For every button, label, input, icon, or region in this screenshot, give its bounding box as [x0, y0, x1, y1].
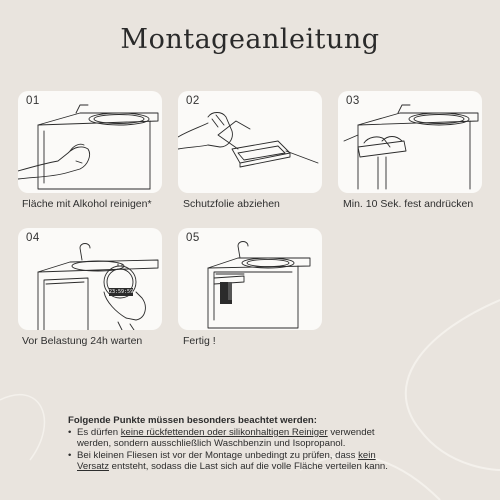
step-card-04 — [18, 228, 162, 330]
notes-emphasis-cleaners: keine rückfettenden oder silikonhaltigen Reiniger — [120, 426, 328, 438]
step-caption-04: Vor Belastung 24h warten — [22, 335, 143, 347]
notes-section — [68, 415, 408, 473]
notes-text: verwendet werden, sondern ausschließlich Waschbenzin und Isopropanol. — [77, 426, 375, 450]
step-card-01 — [18, 91, 162, 193]
timer-display: 23:59:59 — [109, 289, 134, 295]
notes-text: entsteht, sodass die Last sich auf die volle Fläche verteilen kann. — [109, 461, 388, 473]
notes-emphasis-offset: kein Versatz — [77, 449, 376, 473]
notes-item-cleaners — [68, 427, 408, 450]
step-number: 01 — [26, 95, 40, 107]
step-card-02 — [178, 91, 322, 193]
notes-text: Bei kleinen Fliesen ist vor der Montage unbedingt zu prüfen, dass — [77, 449, 359, 461]
step-caption-02: Schutzfolie abziehen — [183, 198, 280, 210]
step-number: 05 — [186, 232, 200, 244]
step-card-03 — [338, 91, 482, 193]
notes-heading: Folgende Punkte müssen besonders beachtet werden: — [68, 415, 317, 426]
step-number: 02 — [186, 95, 200, 107]
notes-text: Es dürfen — [77, 426, 121, 438]
page-title: Montageanleitung — [120, 24, 380, 55]
step-caption-03: Min. 10 Sek. fest andrücken — [343, 198, 474, 210]
step-card-05 — [178, 228, 322, 330]
step-number: 03 — [346, 95, 360, 107]
step-number: 04 — [26, 232, 40, 244]
notes-list — [68, 427, 408, 473]
notes-item-tiles — [68, 450, 408, 473]
step-caption-05: Fertig ! — [183, 335, 216, 347]
step-caption-01: Fläche mit Alkohol reinigen* — [22, 198, 152, 210]
